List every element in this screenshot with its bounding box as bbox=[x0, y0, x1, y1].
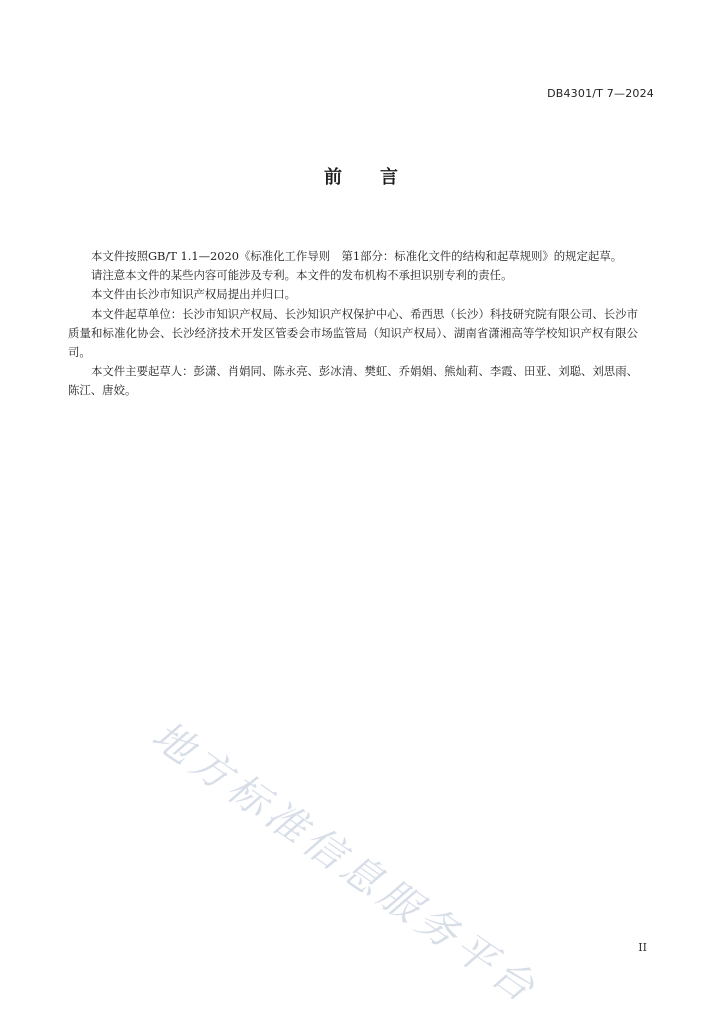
page-title bbox=[0, 163, 724, 189]
foreword-body bbox=[68, 247, 638, 401]
watermark: 地方标准信息服务平台 bbox=[143, 712, 547, 1014]
paragraph-proposer: 本文件由长沙市知识产权局提出并归口。 bbox=[91, 287, 297, 302]
title-char-2: 言 bbox=[380, 167, 400, 188]
standard-code: DB4301/T 7—2024 bbox=[547, 87, 654, 100]
paragraph-drafting-units: 本文件起草单位：长沙市知识产权局、长沙知识产权保护中心、希西思（长沙）科技研究院有限公司、长沙市质量和标准化协会、长沙经济技术开发区管委会市场监管局（知识产权局）、湖南省潇湘高等学校知识产权有限公司。 bbox=[68, 306, 638, 360]
paragraph-drafters: 本文件主要起草人：彭潇、肖娟同、陈永亮、彭冰清、樊虹、乔娟娟、熊灿莉、李霞、田亚、刘聪、刘思雨、陈江、唐姣。 bbox=[68, 364, 638, 398]
paragraph-patent-notice: 请注意本文件的某些内容可能涉及专利。本文件的发布机构不承担识别专利的责任。 bbox=[91, 268, 513, 283]
title-char-1: 前 bbox=[324, 167, 344, 188]
page-number: II bbox=[638, 941, 647, 954]
paragraph-drafting-rules: 本文件按照GB/T 1.1—2020《标准化工作导则 第1部分：标准化文件的结构和起草规则》的规定起草。 bbox=[91, 249, 623, 263]
